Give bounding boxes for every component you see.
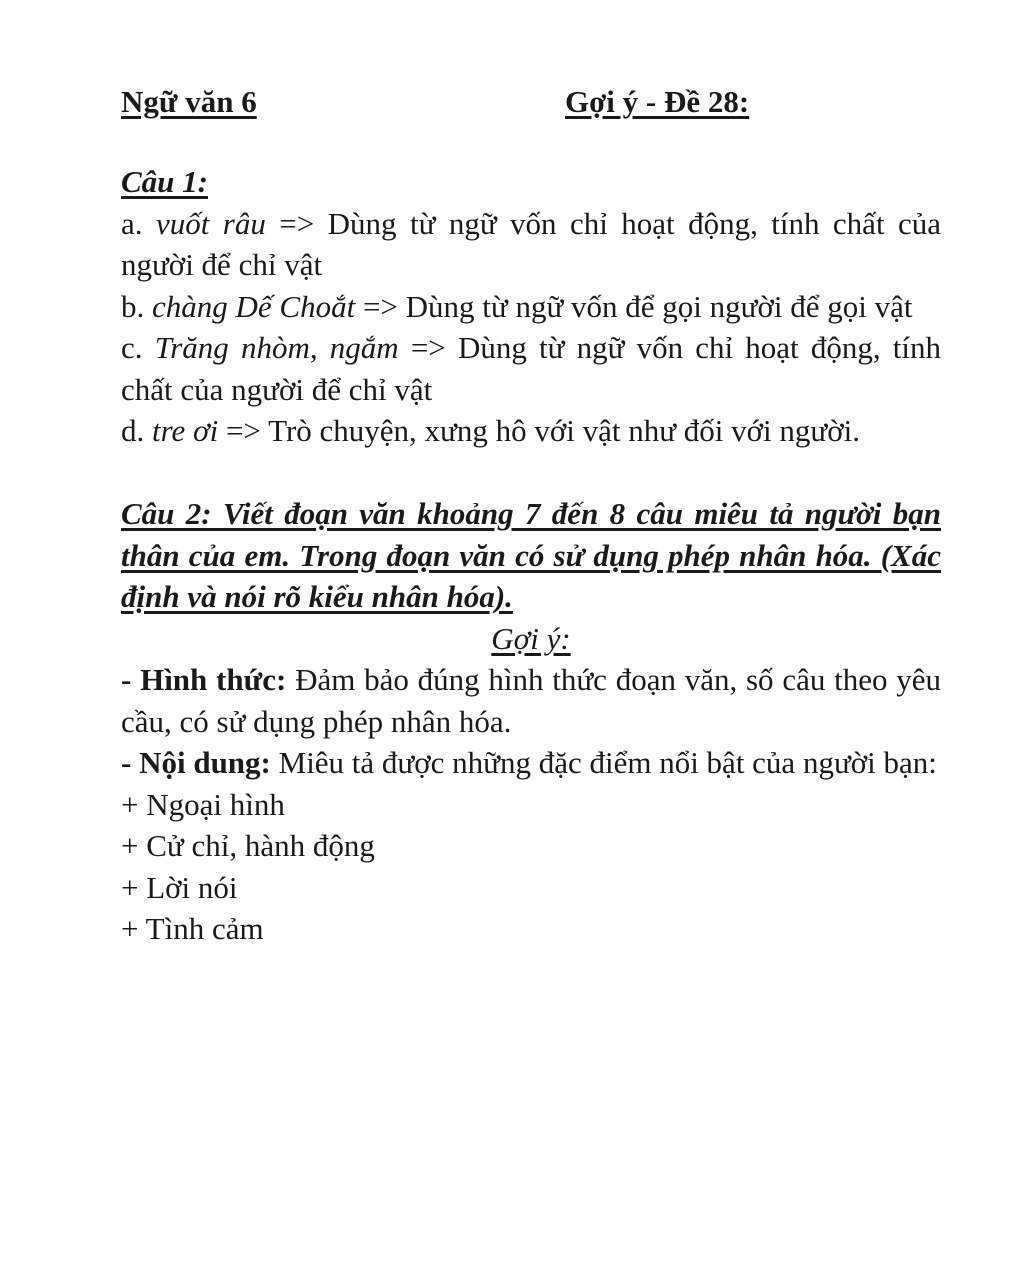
list-item: + Ngoại hình [121, 786, 285, 822]
term-b: chàng Dế Choắt [152, 288, 356, 324]
hint-heading: Gợi ý: [491, 620, 571, 656]
hint-form [121, 659, 941, 742]
content-text: Miêu tả được những đặc điểm nổi bật của người bạn: [270, 745, 937, 780]
subject-title: Ngữ văn 6 [121, 84, 257, 119]
question-1-item-b: b. chàng Dế Choắt => Dùng từ ngữ vốn để gọi người để gọi vật [121, 288, 913, 324]
content-label: - Nội dung: [121, 745, 271, 780]
question-1-title: Câu 1: [121, 164, 208, 199]
document-body [121, 161, 941, 950]
form-label: - Hình thức: [121, 662, 287, 697]
hint-content [121, 742, 941, 784]
form-text: Đảm bảo đúng hình thức đoạn văn, số câu theo yêu cầu, có sử dụng phép nhân hóa. [121, 662, 941, 739]
question-1-item-d: d. tre ơi => Trò chuyện, xưng hô với vật như đối với người. [121, 413, 860, 448]
list-item: + Cử chỉ, hành động [121, 828, 375, 863]
list-item: + Tình cảm [121, 911, 264, 946]
question-2-title: Câu 2: Viết đoạn văn khoảng 7 đến 8 câu miêu tả người bạn thân của em. Trong đoạn văn có sử dụng phép nhân hóa. (Xác định và nói rõ kiểu nhân hóa). [121, 496, 941, 614]
exam-title: Gợi ý - Đề 28: [565, 84, 750, 119]
section-spacer [121, 452, 941, 494]
list-item: + Lời nói [121, 869, 238, 905]
question-1-item-c: c. Trăng nhòm, ngắm => Dùng từ ngữ vốn chỉ hoạt động, tính chất của người để chỉ vật [121, 330, 941, 407]
question-1-item-a: a. vuốt râu => Dùng từ ngữ vốn chỉ hoạt động, tính chất của người để chỉ vật [121, 205, 942, 282]
term-c: Trăng nhòm, ngắm [154, 330, 399, 365]
document-header [121, 84, 941, 124]
term-a: vuốt râu [155, 205, 266, 241]
term-d: tre ơi [152, 413, 219, 448]
